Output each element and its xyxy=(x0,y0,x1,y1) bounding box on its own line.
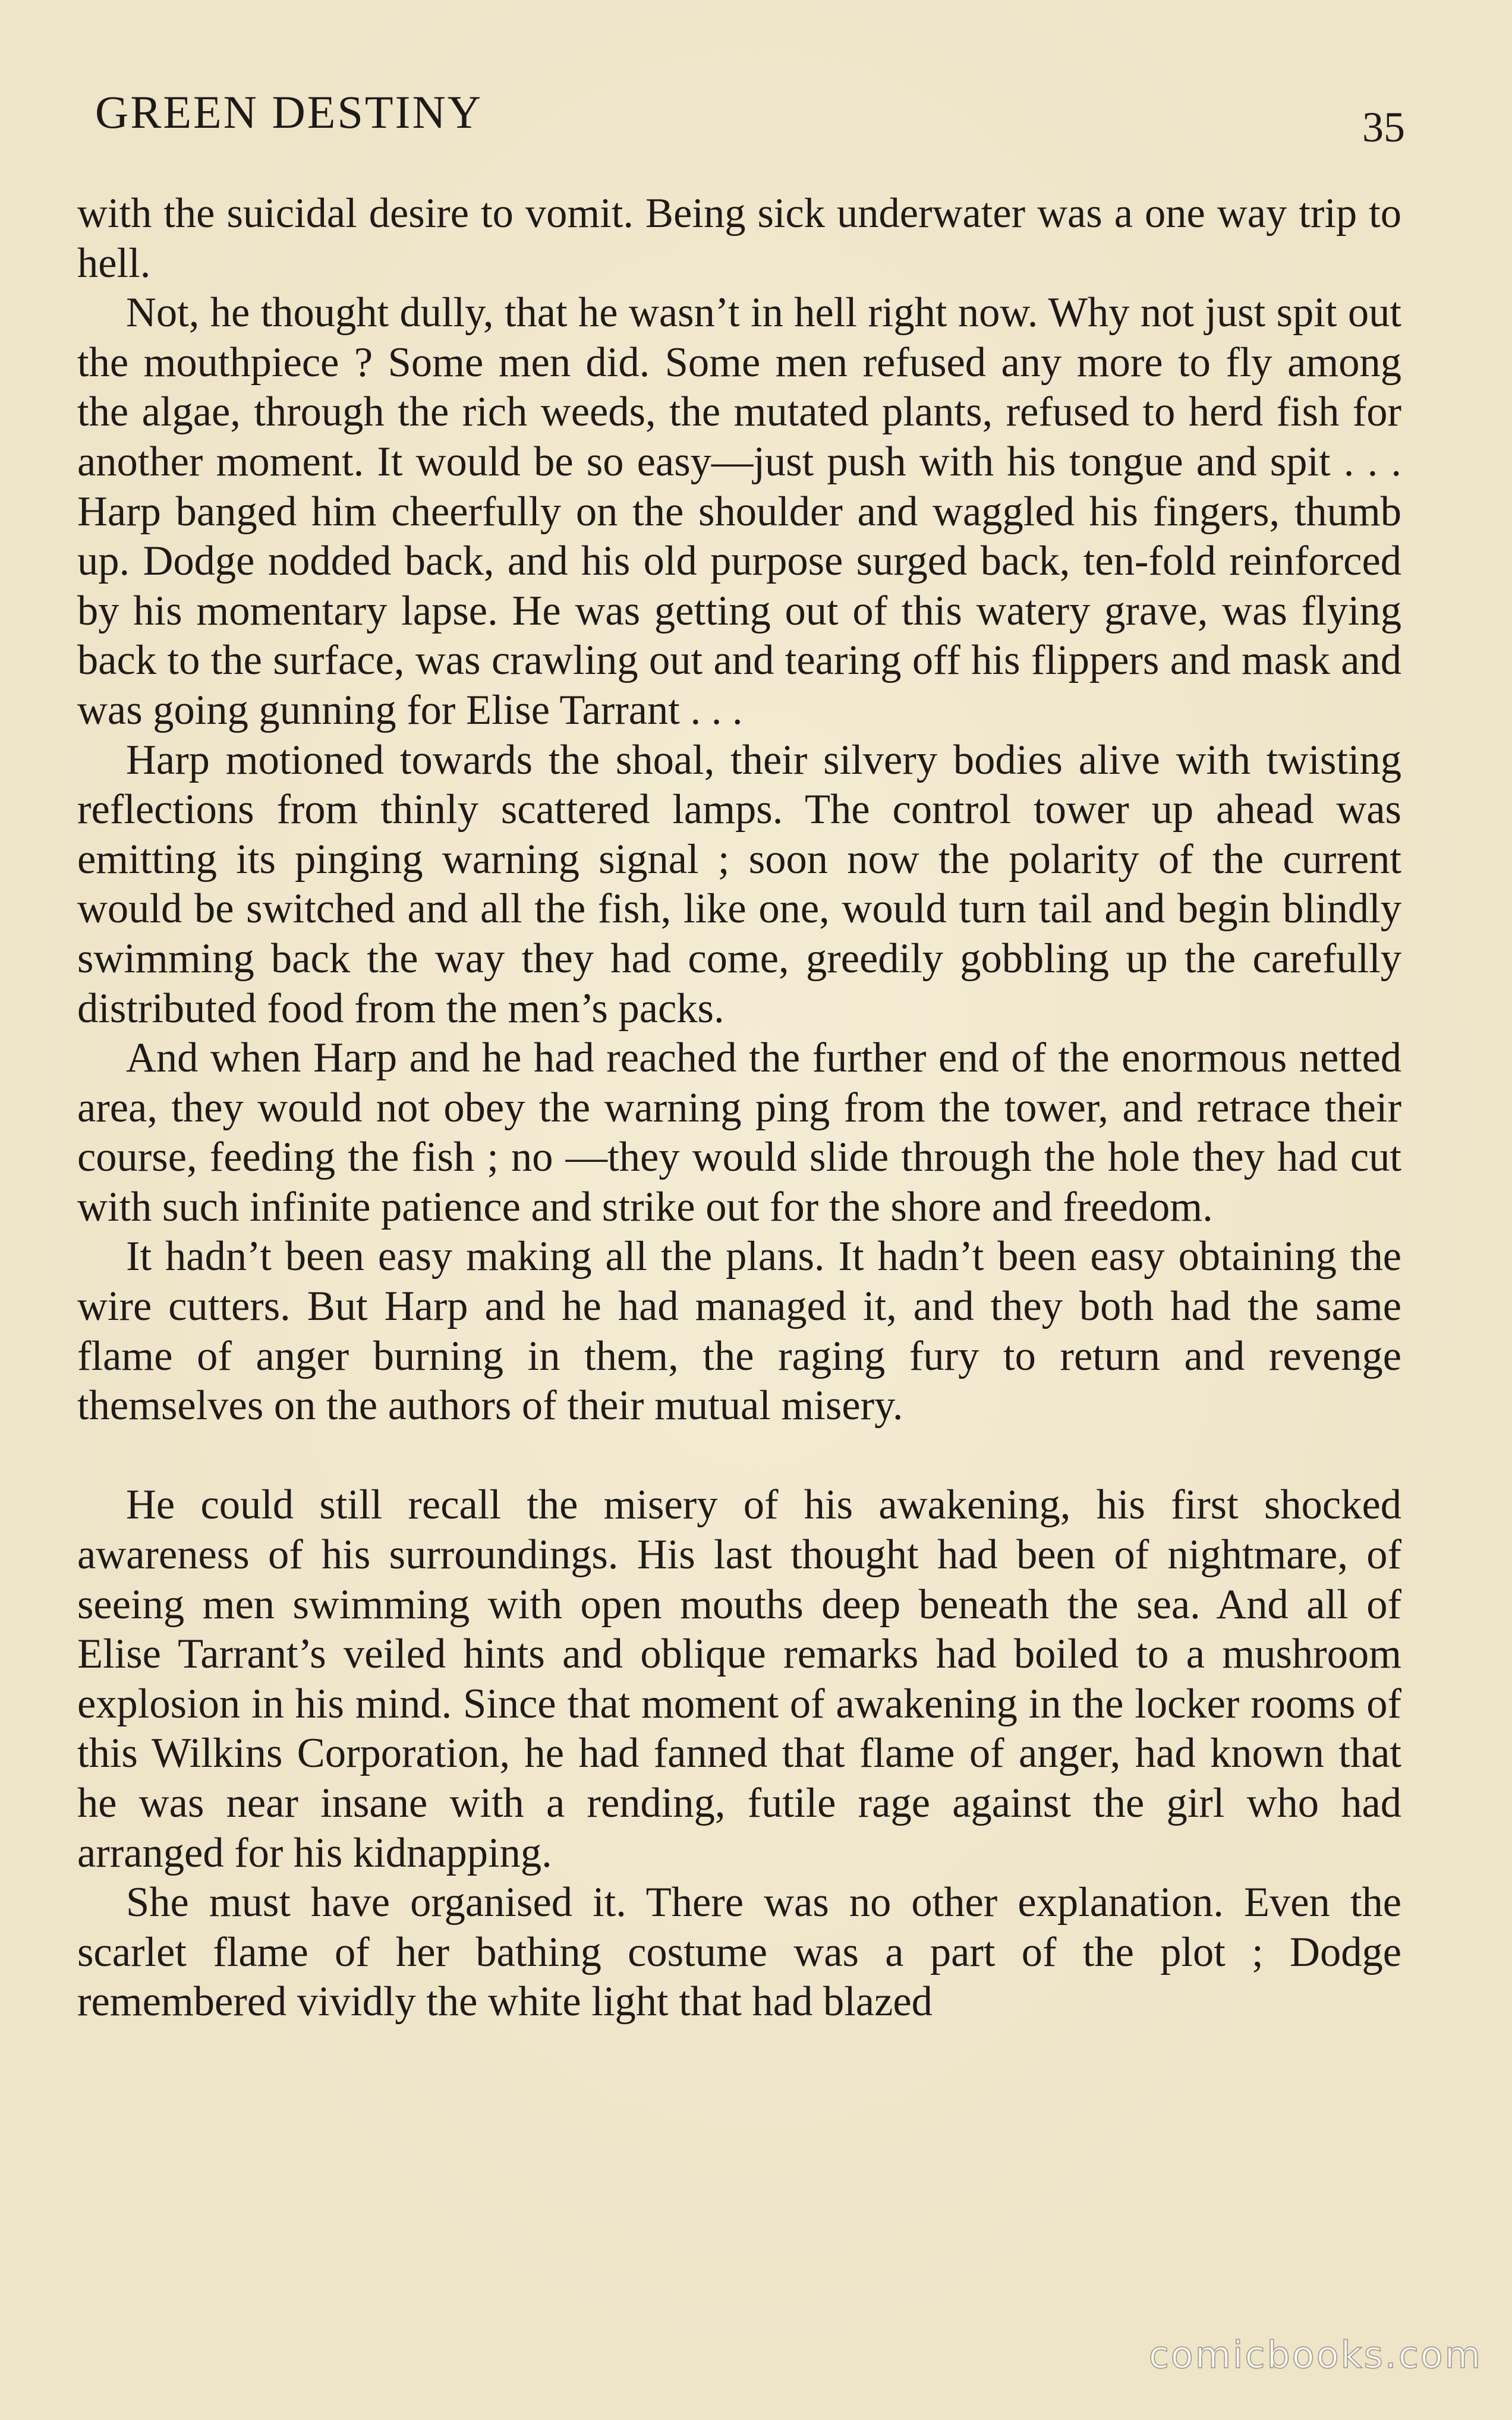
running-head: GREEN DESTINY xyxy=(95,86,483,138)
paragraph-continued: with the suicidal desire to vomit. Being sick underwater was a one way trip to hell. xyxy=(77,190,1401,286)
paragraph: It hadn’t been easy making all the plans. It hadn’t been easy obtaining the wire cutters. But Harp and he had managed it, and they both had the same flame of anger burning in them, the raging fury to return and revenge themselves on the authors of their mutual misery. xyxy=(77,1233,1401,1429)
watermark: comicbooks.com xyxy=(1148,2333,1482,2377)
paragraph: He could still recall the misery of his awakening, his first shocked awareness of his surroundings. His last thought had been of nightmare, of seeing men swimming with open mouths deep beneath the sea. And all of Elise Tarrant’s veiled hints and oblique remarks had boiled to a mushroom explosion in his mind. Since that moment of awakening in the locker rooms of this Wilkins Corporation, he had fanned that flame of anger, had known that he was near insane with a rending, futile rage against the girl who had arranged for his kidnapping. xyxy=(77,1482,1401,1876)
paragraph: Not, he thought dully, that he wasn’t in hell right now. Why not just spit out the mouthpiece ? Some men did. Some men refused any more to fly among the algae, through the rich weeds, the mutated plants, refused to herd fish for another moment. It would be so easy—just push with his tongue and spit . . . Harp banged him cheerfully on the shoulder and waggled his fingers, thumb up. Dodge nodded back, and his old purpose surged back, ten-fold reinforced by his momentary lapse. He was getting out of this watery grave, was flying back to the surface, was crawling out and tearing off his flippers and mask and was going gunning for Elise Tarrant . . . xyxy=(77,289,1401,733)
paragraph: And when Harp and he had reached the further end of the enormous netted area, they would not obey the warning ping from the tower, and retrace their course, feeding the fish ; no —they would slide through the hole they had cut with such infinite patience and strike out for the shore and freedom. xyxy=(77,1035,1401,1230)
paragraph: She must have organised it. There was no other explanation. Even the scarlet flame of her bathing costume was a part of the plot ; Dodge remembered vividly the white light that had blazed xyxy=(77,1879,1401,2025)
paragraph: Harp motioned towards the shoal, their silvery bodies alive with twisting reflections from thinly scattered lamps. The control tower up ahead was emitting its pinging warning signal ; soon now the polarity of the current would be switched and all the fish, like one, would turn tail and begin blindly swimming back the way they had come, greedily gobbling up the carefully distributed food from the men’s packs. xyxy=(77,736,1401,1032)
body-text xyxy=(77,189,1401,2027)
page-number: 35 xyxy=(1362,103,1405,151)
section-break xyxy=(77,1431,1401,1481)
